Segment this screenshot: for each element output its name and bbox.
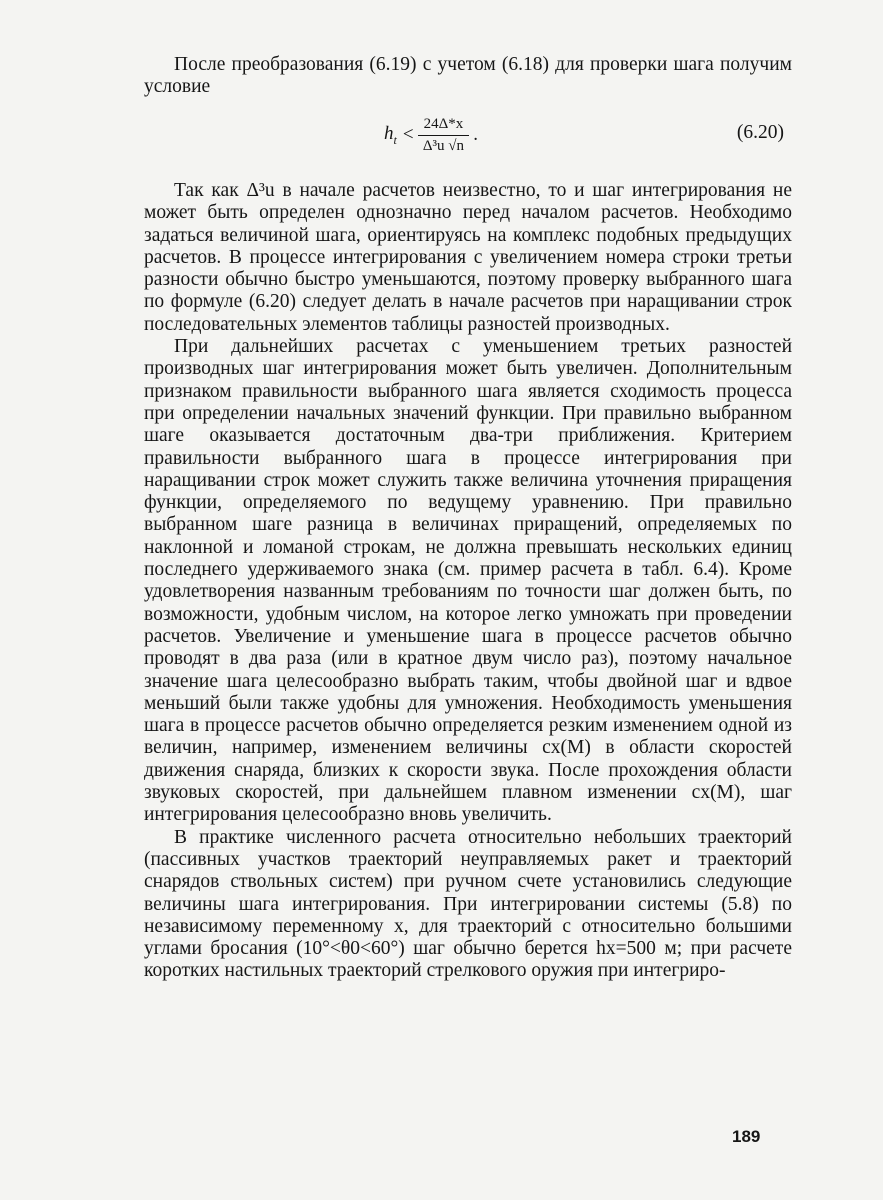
formula-numerator: 24Δ*x bbox=[418, 116, 470, 136]
intro-paragraph: После преобразования (6.19) с учетом (6.18) для проверки шага получим условие bbox=[144, 54, 792, 98]
formula-lhs: $h_t$ bbox=[384, 122, 397, 147]
paragraph-step-unknown: Так как Δ³u в начале расчетов неизвестно, то и шаг интегрирования не может быть определен однозначно перед началом расчетов. Необходимо задаться величиной шага, ориентируясь на комплекс подобных предыдущих расчетов. В процессе интегрирования с увеличением номера строки третьи разности обычно быстро уменьшаются, поэтому проверку выбранного шага по формуле (6.20) следует делать в начале расчетов при наращивании строк последовательных элементов таблицы разностей производных. bbox=[144, 180, 792, 335]
formula-fraction bbox=[418, 116, 470, 155]
equation-number: (6.20) bbox=[736, 122, 784, 143]
formula-6-20 bbox=[144, 108, 792, 162]
page-number: 189 bbox=[732, 1127, 761, 1146]
intro-paragraph-block bbox=[144, 54, 792, 99]
formula-expression bbox=[384, 108, 478, 162]
formula-relation: < bbox=[402, 124, 414, 145]
body-text bbox=[144, 180, 792, 983]
formula-denominator: Δ³u √n bbox=[422, 137, 464, 154]
formula-trailing: . bbox=[473, 124, 478, 145]
paragraph-step-increase: При дальнейших расчетах с уменьшением третьих разностей производных шаг интегрирования может быть увеличен. Дополнительным признаком правильности выбранного шага является сходимость процесса при определении начальных значений функции. При правильно выбранном шаге оказывается достаточным два-три приближения. Критерием правильности выбранного шага в процессе интегрирования при наращивании строк может служить также величина уточнения приращения функции, определяемого по ведущему уравнению. При правильно выбранном шаге разница в величинах приращений, определяемых по наклонной и ломаной строкам, не должна превышать нескольких единиц последнего удерживаемого знака (см. пример расчета в табл. 6.4). Кроме удовлетворения названным требованиям по точности шаг должен быть, по возможности, удобным числом, на которое легко умножать при проведении расчетов. Увеличение и уменьшение шага в процессе расчетов обычно проводят в два раза (или в кратное двум число раз), поэтому начальное значение шага целесообразно выбрать таким, чтобы двойной шаг и вдвое меньший были также удобны для умножения. Необходимость уменьшения шага в процессе расчетов обычно определяется резким изменением одной из величин, например, изменением величины cx(M) в области скоростей движения снаряда, близких к скорости звука. После прохождения области звуковых скоростей, при дальнейшем плавном изменении cx(M), шаг интегрирования целесообразно вновь увеличить. bbox=[144, 336, 792, 826]
paragraph-practice: В практике численного расчета относительно небольших траекторий (пассивных участков траекторий неуправляемых ракет и траекторий снарядов ствольных систем) при ручном счете установились следующие величины шага интегрирования. При интегрировании системы (5.8) по независимому переменному x, для траекторий с относительно большими углами бросания (10°<θ0<60°) шаг обычно берется hx=500 м; при расчете коротких настильных траекторий стрелкового оружия при интегриро- bbox=[144, 826, 792, 982]
